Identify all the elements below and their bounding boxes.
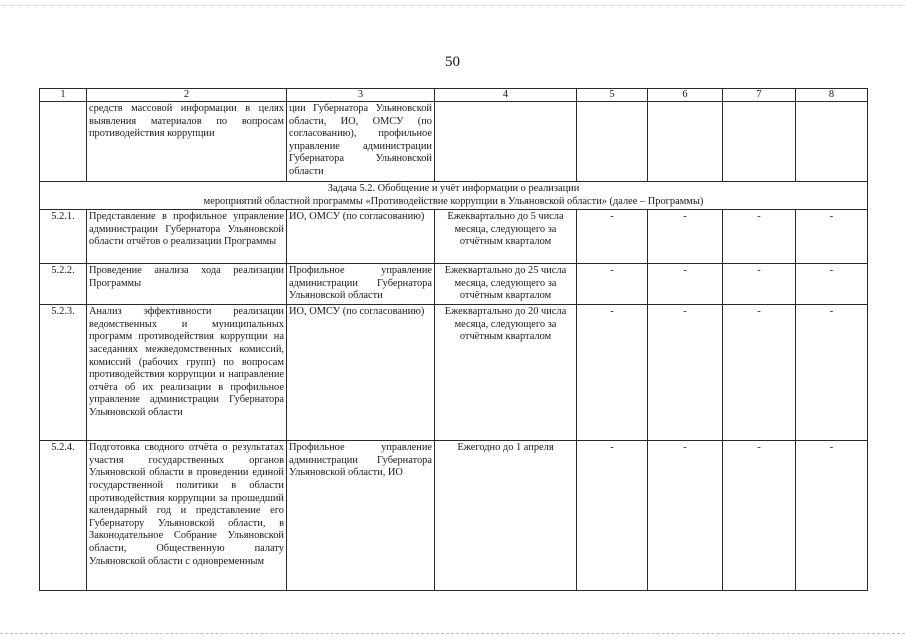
measure-cell: Анализ эффективности реализации ведомственных и муниципальных программ противодействия коррупции на заседаниях межведомственных комиссий, комиссий (рабочих групп) по вопросам противодействия коррупции и направление отчёта об их реализации в профильное управление администрации Губернатора Ульяновской области: [87, 305, 287, 441]
table-row: [40, 210, 868, 264]
deadline-cell: [435, 102, 577, 182]
deadline-cell: Ежеквартально до 20 числа месяца, следующего за отчётным кварталом: [435, 305, 577, 441]
column-header: 4: [435, 89, 577, 102]
deadline-cell: Ежеквартально до 5 числа месяца, следующего за отчётным кварталом: [435, 210, 577, 264]
page-top-edge: [0, 5, 905, 7]
empty-cell: [648, 102, 723, 182]
task-heading-line-1: Задача 5.2. Обобщение и учёт информации о реализации: [327, 183, 580, 194]
deadline-cell: Ежегодно до 1 апреля: [435, 441, 577, 591]
funding-cell: -: [577, 441, 648, 591]
funding-cell: -: [723, 264, 796, 305]
measure-cell: Представление в профильное управление администрации Губернатора Ульяновской области отчётов о реализации Программы: [87, 210, 287, 264]
table-row: [40, 305, 868, 441]
column-numbers-row: [40, 89, 868, 102]
task-heading-line-2: мероприятий областной программы «Противодействие коррупции в Ульяновской области» (далее – Программы): [203, 195, 704, 207]
row-number: 5.2.4.: [40, 441, 87, 591]
column-header: 1: [40, 89, 87, 102]
funding-cell: -: [577, 305, 648, 441]
funding-cell: -: [723, 305, 796, 441]
funding-cell: -: [796, 210, 868, 264]
funding-cell: -: [648, 264, 723, 305]
funding-cell: -: [648, 441, 723, 591]
continuation-row: [40, 102, 868, 182]
row-number: 5.2.1.: [40, 210, 87, 264]
executor-cell: ИО, ОМСУ (по согласованию): [287, 305, 435, 441]
funding-cell: -: [796, 264, 868, 305]
empty-cell: [723, 102, 796, 182]
measures-table: [39, 88, 868, 591]
empty-cell: [577, 102, 648, 182]
funding-cell: -: [796, 441, 868, 591]
funding-cell: -: [796, 305, 868, 441]
table-row: [40, 264, 868, 305]
funding-cell: -: [723, 210, 796, 264]
executor-cell: Профильное управление администрации Губернатора Ульяновской области: [287, 264, 435, 305]
task-heading-row: [40, 182, 868, 210]
column-header: 7: [723, 89, 796, 102]
measure-cell: Проведение анализа хода реализации Программы: [87, 264, 287, 305]
funding-cell: -: [577, 264, 648, 305]
column-header: 2: [87, 89, 287, 102]
column-header: 3: [287, 89, 435, 102]
executor-cell: ции Губернатора Ульяновской области, ИО, ОМСУ (по согласованию), профильное управление администрации Губернатора Ульяновской области: [287, 102, 435, 182]
measure-cell: Подготовка сводного отчёта о результатах участия государственных органов Ульяновской области в проведении единой государственной политики в области противодействия коррупции за прошедший календарный год и представление его Губернатору Ульяновской области, в Законодательное Собрание Ульяновской области, Общественную палату Ульяновской области с одновременным: [87, 441, 287, 591]
row-number: [40, 102, 87, 182]
column-header: 5: [577, 89, 648, 102]
page-number: 50: [445, 54, 460, 70]
funding-cell: -: [648, 210, 723, 264]
funding-cell: -: [648, 305, 723, 441]
column-header: 6: [648, 89, 723, 102]
column-header: 8: [796, 89, 868, 102]
table-row: [40, 441, 868, 591]
page-bottom-edge: [0, 633, 905, 635]
funding-cell: -: [577, 210, 648, 264]
row-number: 5.2.2.: [40, 264, 87, 305]
empty-cell: [796, 102, 868, 182]
row-number: 5.2.3.: [40, 305, 87, 441]
deadline-cell: Ежеквартально до 25 числа месяца, следующего за отчётным кварталом: [435, 264, 577, 305]
task-heading: [40, 182, 868, 210]
funding-cell: -: [723, 441, 796, 591]
measure-cell: средств массовой информации в целях выявления материалов по вопросам противодействия коррупции: [87, 102, 287, 182]
executor-cell: Профильное управление администрации Губернатора Ульяновской области, ИО: [287, 441, 435, 591]
executor-cell: ИО, ОМСУ (по согласованию): [287, 210, 435, 264]
